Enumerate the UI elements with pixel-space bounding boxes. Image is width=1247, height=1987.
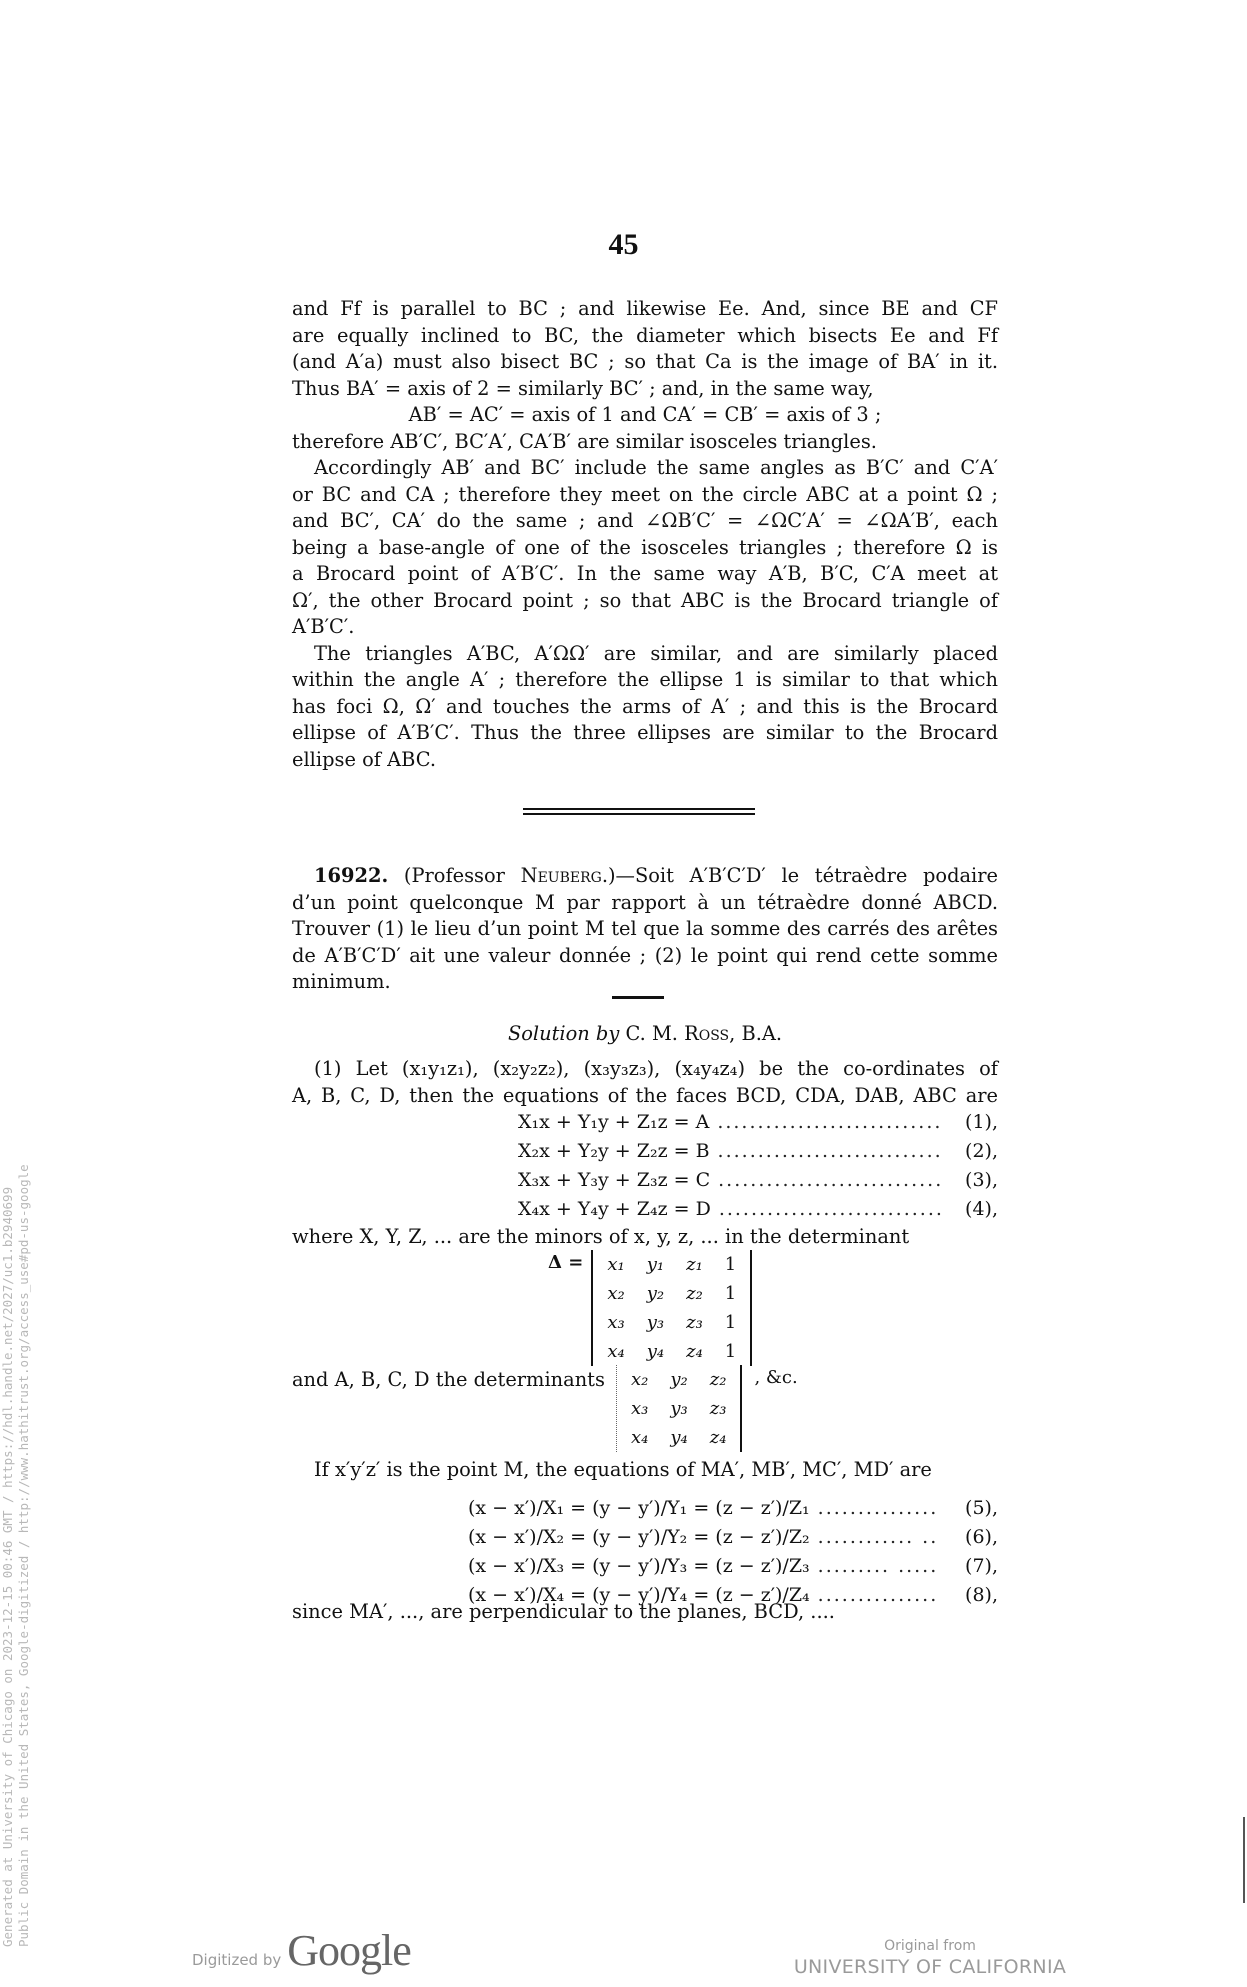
solution-author: C. M. Ross, B.A. xyxy=(625,1022,783,1045)
matrix-cell: z₁ xyxy=(686,1254,703,1275)
problem-first-line xyxy=(292,863,998,890)
matrix-cell: y₂ xyxy=(646,1283,665,1304)
matrix-cell: x₃ xyxy=(607,1312,625,1333)
matrix-cell: y₃ xyxy=(646,1312,665,1333)
problem-number: 16922. xyxy=(314,864,389,887)
matrix-cell: x₄ xyxy=(631,1427,649,1448)
leader-dots: ............................ xyxy=(718,1198,944,1220)
equation-expr: X₃x + Y₃y + Z₃z = C xyxy=(518,1169,711,1191)
text-line: (1) Let (x₁y₁z₁), (x₂y₂z₂), (x₃y₃z₃), (x₄y₄z₄) be the co-ordinates of xyxy=(314,1057,998,1080)
equation-row xyxy=(518,1166,998,1195)
matrix-cell: y₄ xyxy=(646,1341,665,1362)
text-line: and BC′, CA′ do the same ; and ∠ΩB′C′ = ∠ΩC′A′ = ∠ΩA′B′, each xyxy=(292,509,998,532)
divider-line xyxy=(523,808,755,810)
leader-dots: ............................ xyxy=(717,1140,943,1162)
text-line: a Brocard point of A′B′C′. In the same way A′B, B′C, C′A meet at xyxy=(292,562,998,585)
text-line: ellipse of ABC. xyxy=(292,747,437,771)
equation-expr: (x − x′)/X₁ = (y − y′)/Y₁ = (z − z′)/Z₁ xyxy=(468,1497,810,1519)
leader-dots: ............................ xyxy=(718,1169,944,1191)
section-divider xyxy=(523,808,755,816)
original-from-label: Original from xyxy=(884,1938,976,1954)
equation-number: (3), xyxy=(965,1169,998,1191)
equation-number: (2), xyxy=(965,1140,998,1162)
matrix-cell: z₂ xyxy=(709,1369,727,1390)
leader-dots: ............................ xyxy=(717,1111,943,1133)
matrix-cell: x₂ xyxy=(631,1369,649,1390)
leader-dots: ............... xyxy=(817,1497,939,1519)
matrix-cell: 1 xyxy=(724,1283,737,1304)
solution-heading xyxy=(292,1022,998,1045)
text-line: being a base-angle of one of the isosceles triangles ; therefore Ω is xyxy=(292,535,998,559)
text-line: The triangles A′BC, A′ΩΩ′ are similar, and are similarly placed xyxy=(314,641,998,665)
text-line: Thus BA′ = axis of 2 = similarly BC′ ; and, in the same way, xyxy=(292,376,874,400)
problem-statement xyxy=(292,863,998,996)
matrix-cell: y₁ xyxy=(646,1254,665,1275)
equation-row xyxy=(518,1108,998,1137)
equation-number: (6), xyxy=(965,1526,998,1548)
matrix-3x3 xyxy=(616,1365,742,1452)
matrix-cell: x₁ xyxy=(607,1254,625,1275)
original-from xyxy=(790,1937,1070,1979)
matrix-cell: 1 xyxy=(724,1254,737,1275)
equation-number: (7), xyxy=(965,1555,998,1577)
determinants-prefix: and A, B, C, D the determinants xyxy=(292,1368,605,1391)
matrix-cell: 1 xyxy=(724,1312,737,1333)
face-equations xyxy=(518,1108,998,1224)
equation-number: (5), xyxy=(965,1497,998,1519)
equation-expr: (x − x′)/X₂ = (y − y′)/Y₂ = (z − z′)/Z₂ xyxy=(468,1526,810,1548)
matrix-4x4 xyxy=(591,1250,752,1366)
solution-by-label: Solution by xyxy=(507,1022,620,1045)
text-line: ellipse of A′B′C′. Thus the three ellipses are similar to the Brocard xyxy=(292,721,998,744)
page-number: 45 xyxy=(608,228,639,261)
matrix-cell: 1 xyxy=(724,1341,737,1362)
delta-label: Δ = xyxy=(548,1252,584,1273)
scan-edge-mark xyxy=(1243,1817,1245,1903)
text-line: has foci Ω, Ω′ and touches the arms of A′ ; and this is the Brocard xyxy=(292,694,998,718)
text-line: de A′B′C′D′ ait une valeur donnée ; (2) le point qui rend cette somme xyxy=(292,943,998,967)
equation-row xyxy=(518,1137,998,1166)
line-equations xyxy=(468,1494,998,1610)
centered-equation: AB′ = AC′ = axis of 1 and CA′ = CB′ = axis of 3 ; xyxy=(408,403,882,426)
text-line: are equally inclined to BC, the diameter which bisects Ee and Ff xyxy=(292,323,998,347)
text-line: (and A′a) must also bisect BC ; so that Ca is the image of BA′ in it. xyxy=(292,350,998,373)
leader-dots: ......... ..... xyxy=(817,1555,939,1577)
matrix-cell: z₄ xyxy=(686,1341,703,1362)
side-watermark xyxy=(0,1164,32,1947)
text-line: Accordingly AB′ and BC′ include the same angles as B′C′ and C′A′ xyxy=(314,456,998,479)
proposer-name: Neuberg xyxy=(520,864,602,887)
divider-line xyxy=(523,813,755,815)
institution-name: UNIVERSITY OF CALIFORNIA xyxy=(793,1956,1067,1978)
section-continuation xyxy=(292,296,998,773)
matrix-cell: y₄ xyxy=(670,1427,688,1448)
solution-intro xyxy=(292,1056,998,1109)
proposer-suffix: .)—Soit A′B′C′D′ le tétraèdre podaire xyxy=(601,864,998,887)
matrix-cell: y₂ xyxy=(670,1369,688,1390)
equation-row xyxy=(518,1195,998,1224)
matrix-cell: z₃ xyxy=(686,1312,703,1333)
matrix-cell: x₄ xyxy=(607,1341,625,1362)
equation-expr: (x − x′)/X₃ = (y − y′)/Y₃ = (z − z′)/Z₃ xyxy=(468,1555,810,1577)
text-line: Trouver (1) le lieu d’un point M tel que la somme des carrés des arêtes xyxy=(292,917,998,940)
text-line: minimum. xyxy=(292,970,391,993)
equation-number: (1), xyxy=(965,1111,998,1133)
matrix-cell: x₂ xyxy=(607,1283,625,1304)
equation-row xyxy=(468,1494,998,1523)
leader-dots: ............... xyxy=(817,1584,939,1606)
closing-line: since MA′, ..., are perpendicular to the planes, BCD, .... xyxy=(292,1600,835,1623)
text-line: and Ff is parallel to BC ; and likewise Ee. And, since BE and CF xyxy=(292,297,998,320)
matrix-cell: z₃ xyxy=(709,1398,727,1419)
determinants-suffix: , &c. xyxy=(754,1367,798,1388)
equation-expr: X₂x + Y₂y + Z₂z = B xyxy=(518,1140,710,1162)
matrix-cell: y₃ xyxy=(670,1398,688,1419)
minors-line: where X, Y, Z, ... are the minors of x, y, z, ... in the determinant xyxy=(292,1225,910,1248)
equation-number: (4), xyxy=(965,1198,998,1220)
text-line: d’un point quelconque M par rapport à un tétraèdre donné ABCD. xyxy=(292,890,998,914)
text-line: Ω′, the other Brocard point ; so that ABC is the Brocard triangle of xyxy=(292,588,998,612)
text-line: A, B, C, D, then the equations of the faces BCD, CDA, DAB, ABC are xyxy=(292,1083,998,1107)
watermark-line: Generated at University of Chicago on 2023-12-15 00:46 GMT / https://hdl.handle.net/2027/uc1.b2940699 xyxy=(0,1186,15,1947)
equation-expr: X₁x + Y₁y + Z₁z = A xyxy=(518,1111,710,1133)
equation-row xyxy=(468,1523,998,1552)
watermark-line: Public Domain in the United States, Google-digitized / http://www.hathitrust.org/access_use#pd-us-google xyxy=(16,1164,31,1947)
short-divider xyxy=(612,996,664,999)
matrix-cell: z₂ xyxy=(686,1283,703,1304)
text-line: A′B′C′. xyxy=(292,615,355,638)
matrix-cell: x₃ xyxy=(631,1398,649,1419)
equation-number: (8), xyxy=(965,1584,998,1606)
digitized-by-google xyxy=(192,1925,411,1976)
delta-determinant xyxy=(548,1250,752,1366)
leader-dots: ............ .. xyxy=(817,1526,939,1548)
text-line: or BC and CA ; therefore they meet on the circle ABC at a point Ω ; xyxy=(292,482,998,506)
digitized-by-label: Digitized by xyxy=(192,1951,282,1969)
matrix-cell: z₄ xyxy=(709,1427,727,1448)
google-logo: Google xyxy=(287,1926,411,1975)
text-line: therefore AB′C′, BC′A′, CA′B′ are similar isosceles triangles. xyxy=(292,429,877,453)
equation-expr: X₄x + Y₄y + Z₄z = D xyxy=(518,1198,711,1220)
text-line: within the angle A′ ; therefore the ellipse 1 is similar to that which xyxy=(292,668,998,691)
proposer-prefix: (Professor xyxy=(403,864,521,887)
point-m-line: If x′y′z′ is the point M, the equations of MA′, MB′, MC′, MD′ are xyxy=(314,1458,932,1481)
equation-expr: (x − x′)/X₄ = (y − y′)/Y₄ = (z − z′)/Z₄ xyxy=(468,1584,810,1606)
minor-determinant xyxy=(616,1365,798,1452)
equation-row xyxy=(468,1552,998,1581)
